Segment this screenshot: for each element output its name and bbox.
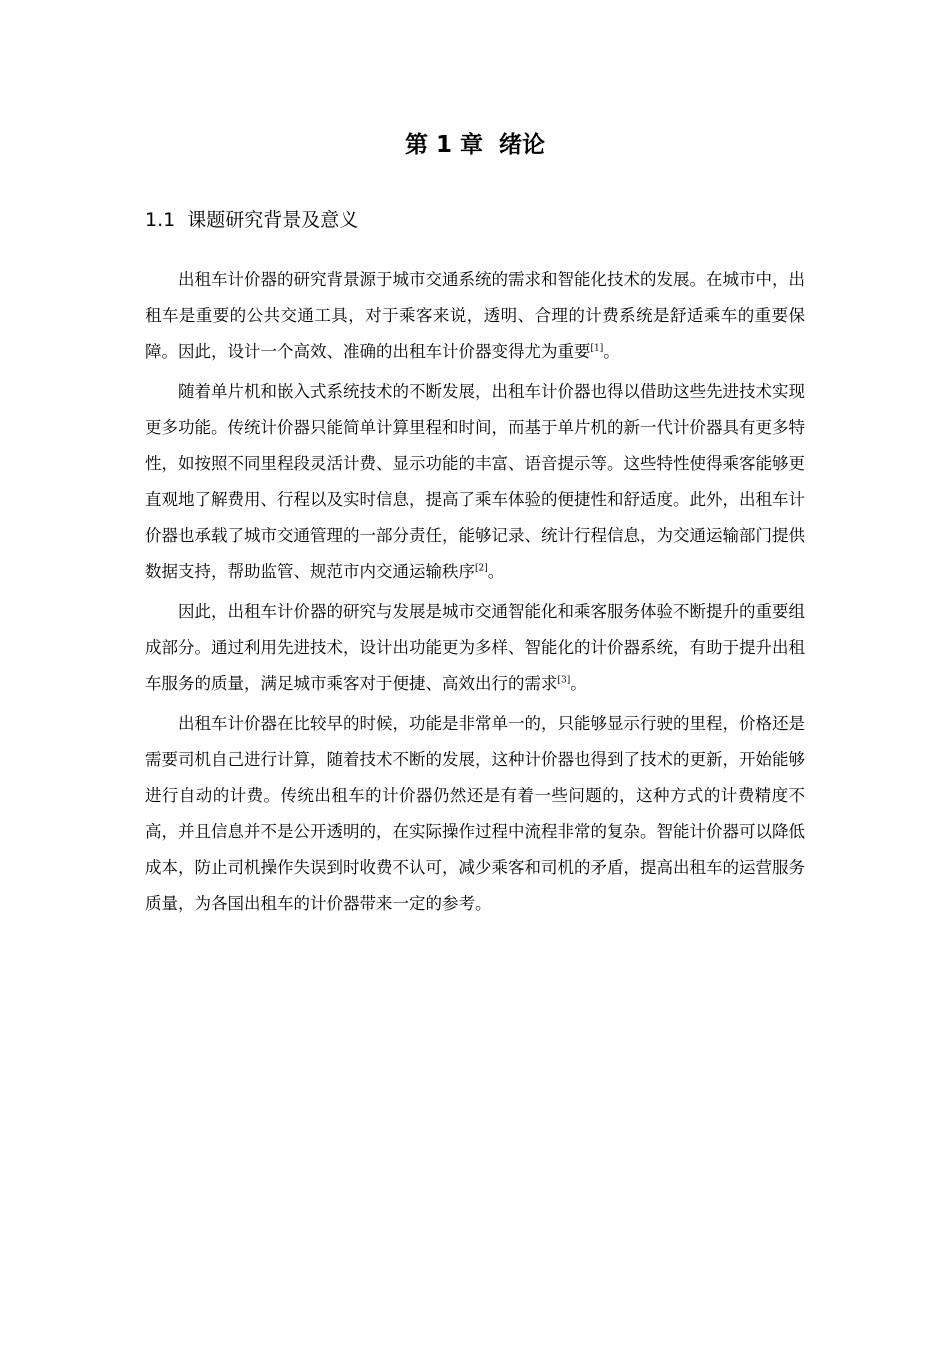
chapter-title — [0, 126, 950, 159]
paragraph-text: 出租车计价器的研究背景源于城市交通系统的需求和智能化技术的发展。在城市中，出租车是重要的公共交通工具，对于乘客来说，透明、合理的计费系统是舒适乘车的重要保障。因此，设计一个高效、准确的出租车计价器变得尤为重要 — [145, 270, 805, 361]
paragraph-1 — [145, 262, 805, 370]
paragraph-2 — [145, 374, 805, 590]
paragraph-4 — [145, 706, 805, 922]
citation-ref: [3] — [557, 675, 571, 686]
paragraph-3 — [145, 594, 805, 702]
paragraph-text: 出租车计价器在比较早的时候，功能是非常单一的，只能够显示行驶的里程，价格还是需要司机自己进行计算，随着技术不断的发展，这种计价器也得到了技术的更新，开始能够进行自动的计费。传统出租车的计价器仍然还是有着一些问题的，这种方式的计费精度不高，并且信息并不是公开透明的，在实际操作过程中流程非常的复杂。智能计价器可以降低成本，防止司机操作失误到时收费不认可，减少乘客和司机的矛盾，提高出租车的运营服务质量，为各国出租车的计价器带来一定的参考。 — [145, 714, 805, 913]
citation-ref: [2] — [475, 563, 488, 574]
chapter-title-text: 第 1 章 绪论 — [404, 132, 546, 158]
paragraph-end: 。 — [487, 562, 505, 581]
body-text — [145, 262, 805, 926]
citation-ref: [1] — [590, 343, 604, 354]
paragraph-end: 。 — [570, 674, 587, 693]
paragraph-text: 随着单片机和嵌入式系统技术的不断发展，出租车计价器也得以借助这些先进技术实现更多功能。传统计价器只能简单计算里程和时间，而基于单片机的新一代计价器具有更多特性，如按照不同里程段灵活计费、显示功能的丰富、语音提示等。这些特性使得乘客能够更直观地了解费用、行程以及实时信息，提高了乘车体验的便捷性和舒适度。此外，出租车计价器也承载了城市交通管理的一部分责任，能够记录、统计行程信息，为交通运输部门提供数据支持，帮助监管、规范市内交通运输秩序 — [145, 382, 805, 581]
section-title: 1.1 课题研究背景及意义 — [145, 209, 359, 231]
paragraph-text: 因此，出租车计价器的研究与发展是城市交通智能化和乘客服务体验不断提升的重要组成部分。通过利用先进技术，设计出功能更为多样、智能化的计价器系统，有助于提升出租车服务的质量，满足城市乘客对于便捷、高效出行的需求 — [145, 602, 805, 693]
paragraph-end: 。 — [603, 342, 620, 361]
